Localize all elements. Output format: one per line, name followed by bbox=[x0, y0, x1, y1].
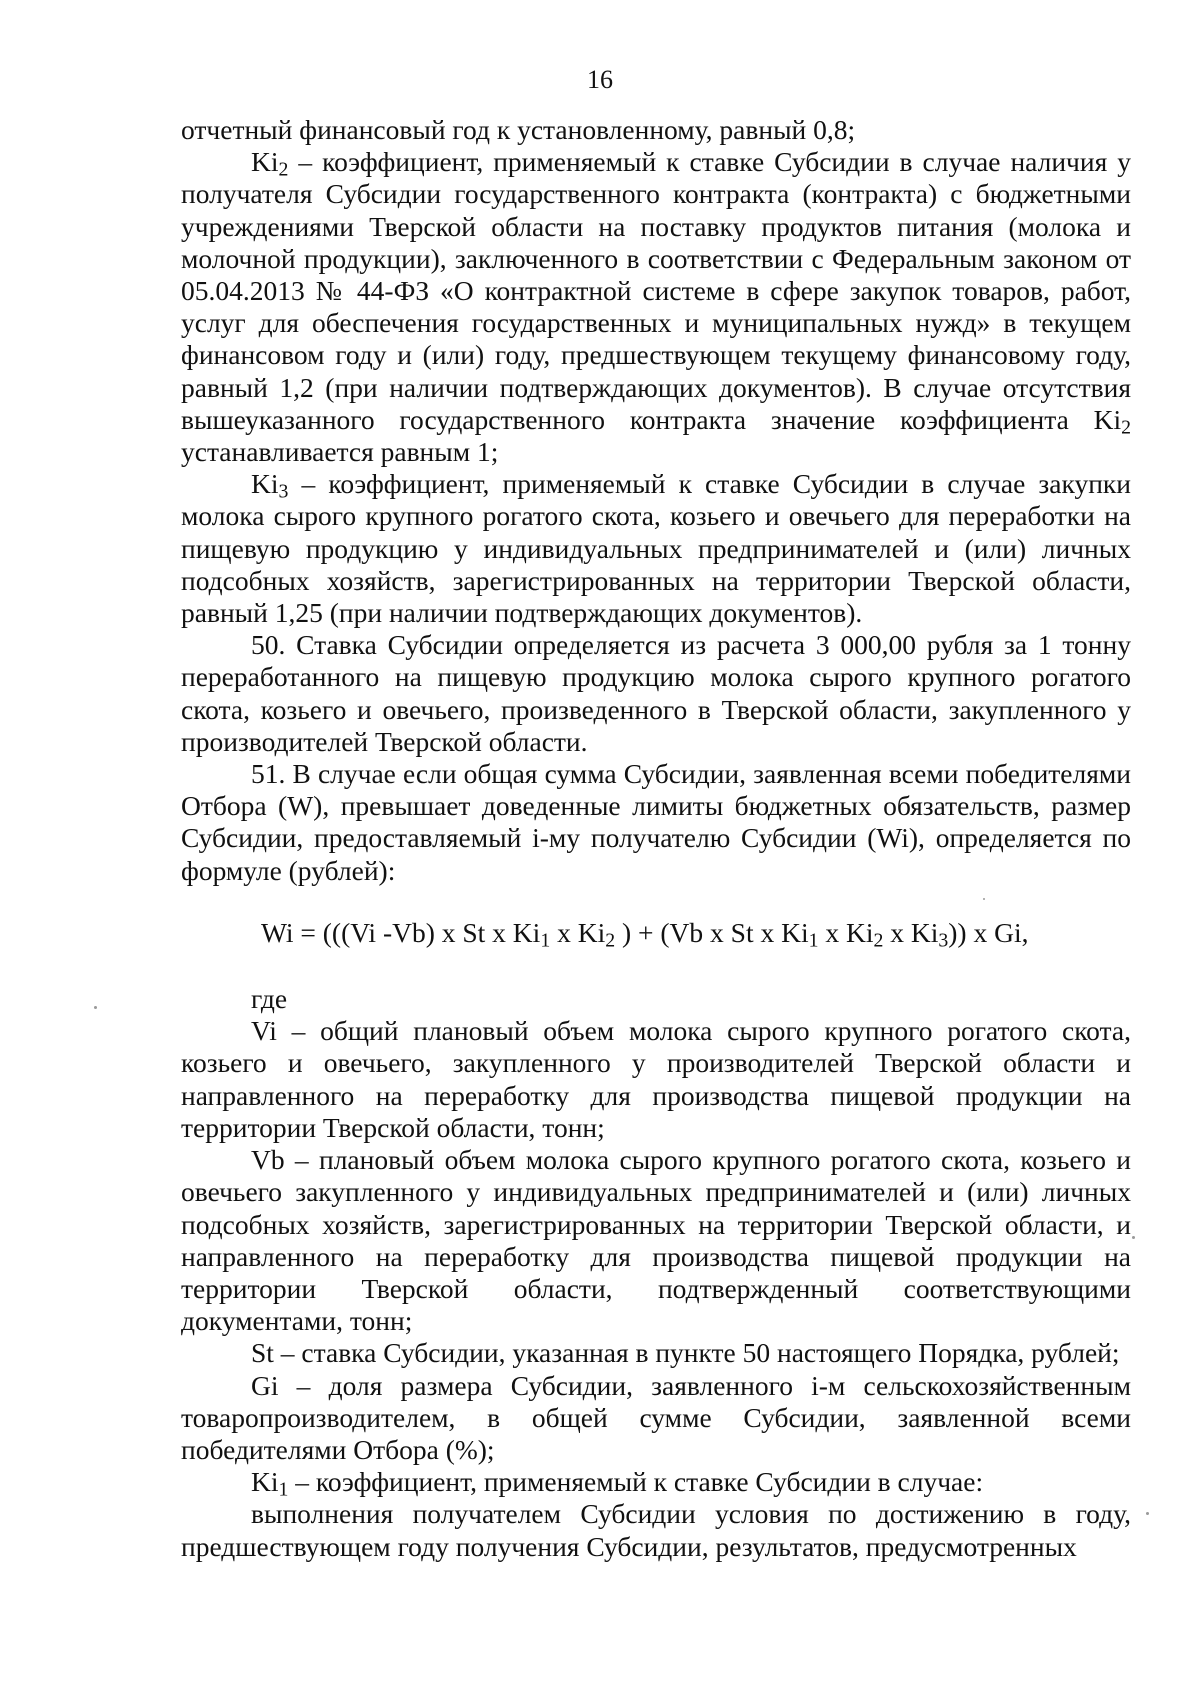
ki1-text: – коэффициент, применяемый к ставке Субсидии в случае: bbox=[288, 1466, 984, 1498]
definition-vb: Vb – плановый объем молока сырого крупного рогатого скота, козьего и овечьего закупленного у индивидуальных предпринимателей и (или) личных подсобных хозяйств, зарегистрированных на территории Тверской области, и направленного на переработку для производства пищевой продукции на территории Тверской области, подтвержденный соответствующими документами, тонн; bbox=[181, 1144, 1131, 1337]
ki2-symbol-inline: $Ki_2$ bbox=[1093, 403, 1131, 439]
ki2-text: – коэффициент, применяемый к ставке Субсидии в случае наличия у получателя Субсидии государственного контракта (контракта) с бюджетными учреждениями Тверской области на поставку продуктов питания (молока и молочной продукции), заключенного в соответствии с Федеральным законом от 05.04.2013 № 44-ФЗ «О контрактной системе в сфере закупок товаров, работ, услуг для обеспечения государственных и муниципальных нужд» в текущем финансовом году и (или) году, предшествующем текущему финансовому году, равный 1,2 (при наличии подтверждающих документов). В случае отсутствия вышеуказанного государственного контракта значение коэффициента bbox=[181, 146, 1131, 435]
paragraph-continuation: отчетный финансовый год к установленному, равный 0,8; bbox=[181, 114, 856, 145]
ki1-symbol: $Ki_1$ bbox=[251, 1466, 289, 1501]
paragraph-50: 50. Ставка Субсидии определяется из расчета 3 000,00 рубля за 1 тонну переработанного на пищевую продукцию молока сырого крупного рогатого скота, козьего и овечьего, произведенного в Тверской области, закупленного у производителей Тверской области. bbox=[181, 629, 1131, 757]
scan-speck bbox=[983, 898, 985, 900]
ki2-symbol: $Ki_2$ bbox=[251, 146, 289, 181]
definition-st: St – ставка Субсидии, указанная в пункте 50 настоящего Порядка, рублей; bbox=[251, 1337, 1120, 1369]
where-label: где bbox=[251, 983, 288, 1015]
scan-speck bbox=[1146, 1512, 1149, 1515]
definition-ki1-condition: выполнения получателем Субсидии условия по достижению в году, предшествующем году получения Субсидии, результатов, предусмотренных bbox=[181, 1498, 1131, 1562]
scan-speck bbox=[1132, 1236, 1135, 1239]
scan-speck bbox=[94, 1006, 97, 1009]
paragraph-ki2 bbox=[181, 146, 1131, 468]
paragraph-51: 51. В случае если общая сумма Субсидии, заявленная всеми победителями Отбора (W), превышает доведенные лимиты бюджетных обязательств, размер Субсидии, предоставляемый i-му получателю Субсидии (Wi), определяется по формуле (рублей): bbox=[181, 758, 1131, 886]
paragraph-ki3 bbox=[181, 468, 1131, 629]
page-number: 16 bbox=[587, 65, 613, 94]
ki3-symbol: $Ki_3$ bbox=[251, 468, 289, 503]
ki2-text-tail: устанавливается равным 1; bbox=[181, 436, 499, 468]
page-content bbox=[181, 114, 1131, 1563]
subsidy-formula: Wi = (((Vi -Vb) x St x $Ki_1$ x $Ki_2$ ) + (Vb x St x $Ki_1$ x $Ki_2$ x $Ki_3$)) x Gi, bbox=[261, 916, 1029, 952]
ki3-text: – коэффициент, применяемый к ставке Субсидии в случае закупки молока сырого крупного рогатого скота, козьего и овечьего для переработки на пищевую продукцию у индивидуальных предпринимателей и (или) личных подсобных хозяйств, зарегистрированных на территории Тверской области, равный 1,25 (при наличии подтверждающих документов). bbox=[181, 468, 1131, 629]
definition-vi: Vi – общий плановый объем молока сырого крупного рогатого скота, козьего и овечьего, закупленного у производителей Тверской области и направленного на переработку для производства пищевой продукции на территории Тверской области, тонн; bbox=[181, 1015, 1131, 1143]
definition-gi: Gi – доля размера Субсидии, заявленного i-м сельскохозяйственным товаропроизводителем, в общей сумме Субсидии, заявленной всеми победителями Отбора (%); bbox=[181, 1369, 1131, 1465]
definition-ki1 bbox=[181, 1466, 1131, 1501]
